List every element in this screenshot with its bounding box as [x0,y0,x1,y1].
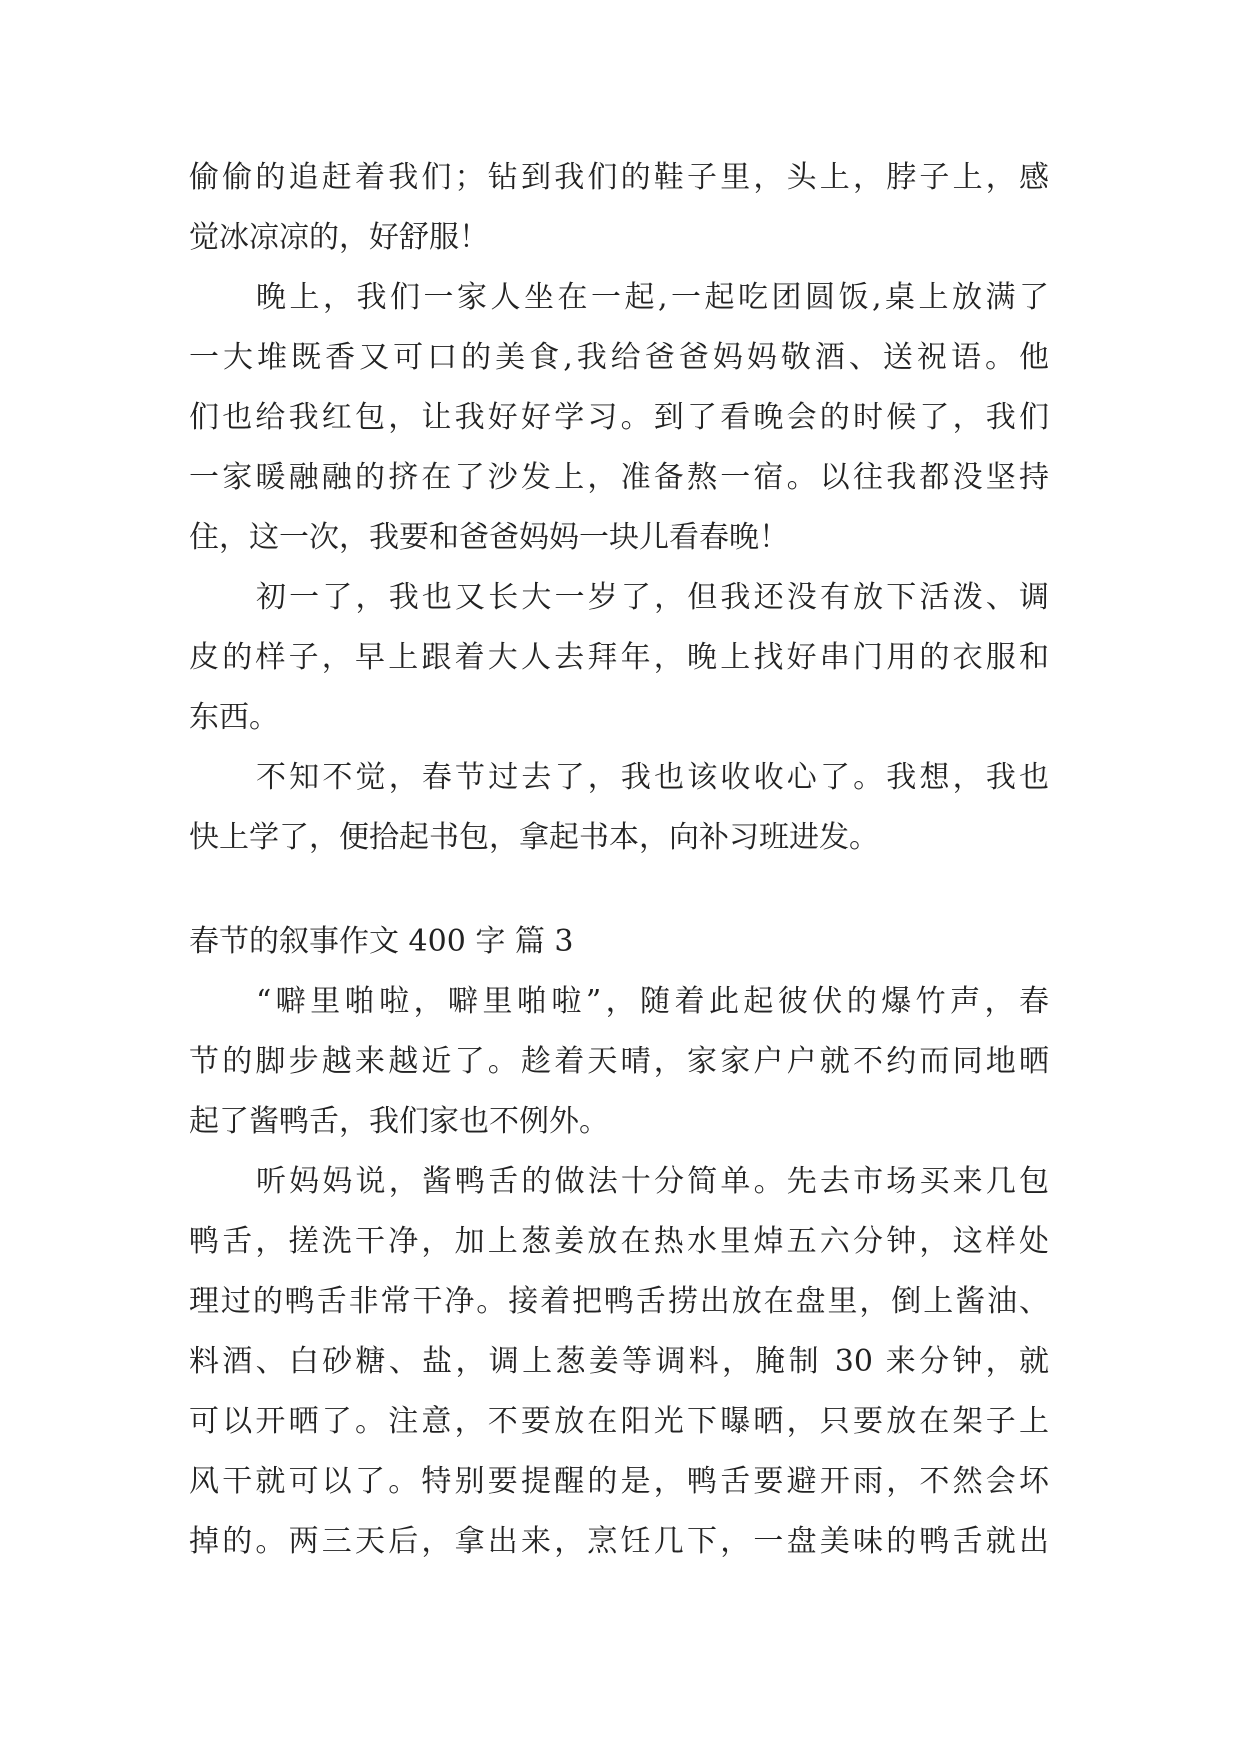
text-line: 一家暖融融的挤在了沙发上，准备熬一宿。以往我都没坚持 [189,460,1049,495]
text-line: 觉冰凉凉的，好舒服！ [189,220,489,255]
text-line: 偷偷的追赶着我们；钻到我们的鞋子里，头上，脖子上，感 [189,160,1049,195]
text-line: 起了酱鸭舌，我们家也不例外。 [189,1104,609,1139]
paragraph-start: 不知不觉，春节过去了，我也该收收心了。我想，我也 [256,760,1049,795]
text-line: 理过的鸭舌非常干净。接着把鸭舌捞出放在盘里，倒上酱油、 [189,1284,1049,1319]
paragraph-start: 晚上，我们一家人坐在一起,一起吃团圆饭,桌上放满了 [256,280,1049,315]
text-line: 风干就可以了。特别要提醒的是，鸭舌要避开雨，不然会坏 [189,1464,1049,1499]
text-line: 快上学了，便拾起书包，拿起书本，向补习班进发。 [189,820,879,855]
text-line: 住，这一次，我要和爸爸妈妈一块儿看春晚！ [189,520,789,555]
paragraph-start: 听妈妈说，酱鸭舌的做法十分简单。先去市场买来几包 [256,1164,1049,1199]
paragraph-start: “噼里啪啦，噼里啪啦”，随着此起彼伏的爆竹声，春 [256,984,1049,1019]
text-line: 掉的。两三天后，拿出来，烹饪几下，一盘美味的鸭舌就出 [189,1524,1049,1559]
text-line: 皮的样子，早上跟着大人去拜年，晚上找好串门用的衣服和 [189,640,1049,675]
text-line: 料酒、白砂糖、盐，调上葱姜等调料，腌制 30 来分钟，就 [189,1344,1049,1379]
text-line: 一大堆既香又可口的美食,我给爸爸妈妈敬酒、送祝语。他 [189,340,1049,375]
text-line: 鸭舌，搓洗干净，加上葱姜放在热水里焯五六分钟，这样处 [189,1224,1049,1259]
text-line: 节的脚步越来越近了。趁着天晴，家家户户就不约而同地晒 [189,1044,1049,1079]
text-line: 们也给我红包，让我好好学习。到了看晚会的时候了，我们 [189,400,1049,435]
paragraph-start: 初一了，我也又长大一岁了，但我还没有放下活泼、调 [256,580,1049,615]
section-heading: 春节的叙事作文 400 字 篇 3 [189,924,574,959]
text-line: 东西。 [189,700,279,735]
text-line: 可以开晒了。注意，不要放在阳光下曝晒，只要放在架子上 [189,1404,1049,1439]
